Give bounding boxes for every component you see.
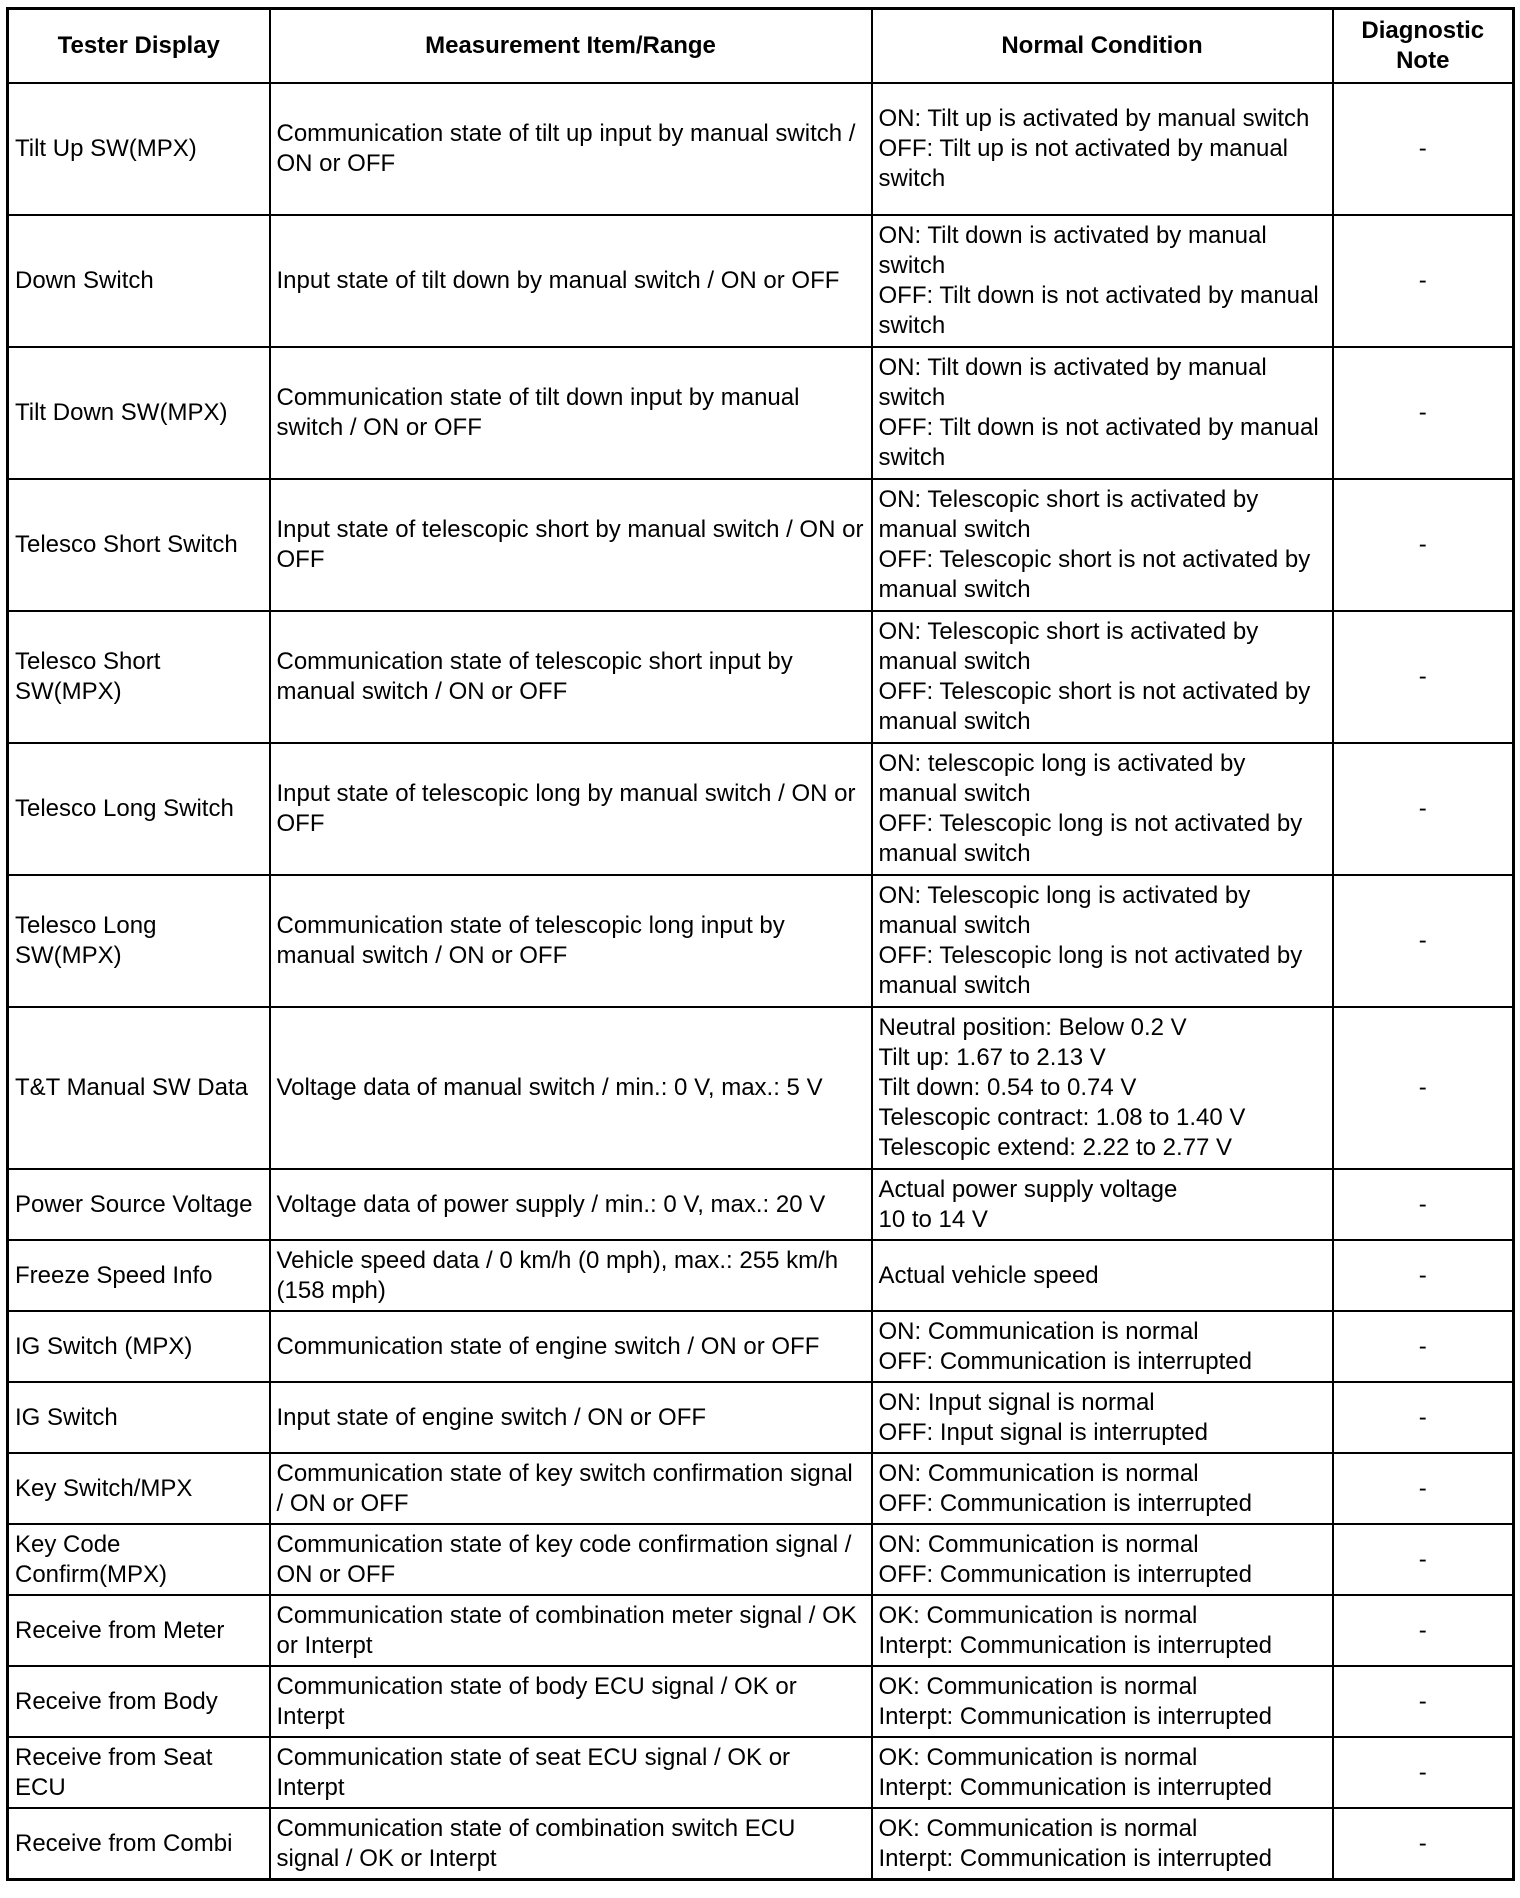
normal-condition-line: OFF: Communication is interrupted xyxy=(878,1489,1252,1517)
normal-condition-cell xyxy=(872,1808,1333,1880)
measurement-cell: Input state of telescopic short by manual switch / ON or OFF xyxy=(270,479,872,611)
table-row xyxy=(8,1240,1514,1311)
normal-condition-line: Interpt: Communication is interrupted xyxy=(878,1844,1273,1872)
normal-condition-cell xyxy=(872,1453,1333,1524)
normal-condition-line: ON: Telescopic long is activated by manual switch xyxy=(878,882,1251,939)
normal-condition-line: OFF: Tilt down is not activated by manual switch xyxy=(878,414,1319,471)
normal-condition-cell xyxy=(872,1169,1333,1240)
normal-condition-line: ON: telescopic long is activated by manual switch xyxy=(878,750,1246,807)
normal-condition-line: ON: Tilt up is activated by manual switch xyxy=(878,105,1310,132)
table-row xyxy=(8,875,1514,1007)
diagnostic-note-cell: - xyxy=(1333,347,1514,479)
tester-display-cell: Telesco Short Switch xyxy=(8,479,270,611)
normal-condition-line: 10 to 14 V xyxy=(878,1205,988,1233)
measurement-cell: Communication state of combination switch ECU signal / OK or Interpt xyxy=(270,1808,872,1880)
normal-condition-line: Tilt down: 0.54 to 0.74 V xyxy=(878,1074,1137,1101)
table-row xyxy=(8,479,1514,611)
diagnostic-note-cell: - xyxy=(1333,1808,1514,1880)
diagnostic-note-cell: - xyxy=(1333,1737,1514,1808)
normal-condition-cell xyxy=(872,83,1333,215)
diagnostic-note-cell: - xyxy=(1333,875,1514,1007)
normal-condition-line: ON: Tilt down is activated by manual switch xyxy=(878,354,1267,411)
tester-display-cell: Tilt Down SW(MPX) xyxy=(8,347,270,479)
diagnostic-note-cell: - xyxy=(1333,1007,1514,1169)
table-row xyxy=(8,1007,1514,1169)
diagnostic-note-cell: - xyxy=(1333,1169,1514,1240)
diagnostic-note-cell: - xyxy=(1333,743,1514,875)
data-list-table xyxy=(6,7,1515,1881)
tester-display-cell: Tilt Up SW(MPX) xyxy=(8,83,270,215)
normal-condition-cell xyxy=(872,1737,1333,1808)
tester-display-cell: Receive from Body xyxy=(8,1666,270,1737)
normal-condition-line: Interpt: Communication is interrupted xyxy=(878,1702,1273,1730)
normal-condition-line: OK: Communication is normal xyxy=(878,1672,1198,1700)
table-row xyxy=(8,1808,1514,1880)
normal-condition-line: ON: Tilt down is activated by manual switch xyxy=(878,222,1267,279)
header-measurement: Measurement Item/Range xyxy=(270,9,872,84)
normal-condition-line: OK: Communication is normal xyxy=(878,1601,1198,1629)
diagnostic-note-cell: - xyxy=(1333,1453,1514,1524)
measurement-cell: Input state of telescopic long by manual switch / ON or OFF xyxy=(270,743,872,875)
measurement-cell: Vehicle speed data / 0 km/h (0 mph), max.: 255 km/h (158 mph) xyxy=(270,1240,872,1311)
table-row xyxy=(8,1169,1514,1240)
tester-display-cell: Key Switch/MPX xyxy=(8,1453,270,1524)
normal-condition-line: OFF: Tilt up is not activated by manual switch xyxy=(878,135,1289,192)
diagnostic-note-cell: - xyxy=(1333,1240,1514,1311)
normal-condition-line: OFF: Communication is interrupted xyxy=(878,1347,1252,1375)
normal-condition-cell xyxy=(872,1240,1333,1311)
data-list-table-container xyxy=(6,7,1512,1881)
tester-display-cell: Key Code Confirm(MPX) xyxy=(8,1524,270,1595)
diagnostic-note-cell: - xyxy=(1333,1311,1514,1382)
measurement-cell: Communication state of telescopic long input by manual switch / ON or OFF xyxy=(270,875,872,1007)
normal-condition-line: OK: Communication is normal xyxy=(878,1814,1198,1842)
normal-condition-line: ON: Communication is normal xyxy=(878,1459,1199,1487)
table-header-row xyxy=(8,9,1514,84)
normal-condition-line: ON: Communication is normal xyxy=(878,1530,1199,1558)
diagnostic-note-cell: - xyxy=(1333,1595,1514,1666)
normal-condition-line: Tilt up: 1.67 to 2.13 V xyxy=(878,1044,1106,1071)
normal-condition-line: OFF: Telescopic short is not activated by manual switch xyxy=(878,678,1311,735)
table-row xyxy=(8,1453,1514,1524)
table-row xyxy=(8,83,1514,215)
normal-condition-cell xyxy=(872,611,1333,743)
measurement-cell: Communication state of seat ECU signal / OK or Interpt xyxy=(270,1737,872,1808)
tester-display-cell: Freeze Speed Info xyxy=(8,1240,270,1311)
table-row xyxy=(8,1524,1514,1595)
tester-display-cell: Telesco Long Switch xyxy=(8,743,270,875)
normal-condition-line: ON: Telescopic short is activated by manual switch xyxy=(878,618,1259,675)
normal-condition-cell xyxy=(872,347,1333,479)
normal-condition-line: Interpt: Communication is interrupted xyxy=(878,1631,1273,1659)
normal-condition-line: OK: Communication is normal xyxy=(878,1743,1198,1771)
tester-display-cell: Receive from Meter xyxy=(8,1595,270,1666)
measurement-cell: Voltage data of power supply / min.: 0 V, max.: 20 V xyxy=(270,1169,872,1240)
normal-condition-line: Actual vehicle speed xyxy=(878,1261,1099,1289)
normal-condition-line: ON: Communication is normal xyxy=(878,1317,1199,1345)
normal-condition-line: ON: Telescopic short is activated by manual switch xyxy=(878,486,1259,543)
header-tester-display: Tester Display xyxy=(8,9,270,84)
normal-condition-cell xyxy=(872,1311,1333,1382)
table-row xyxy=(8,1737,1514,1808)
measurement-cell: Input state of engine switch / ON or OFF xyxy=(270,1382,872,1453)
tester-display-cell: IG Switch (MPX) xyxy=(8,1311,270,1382)
normal-condition-cell xyxy=(872,1007,1333,1169)
header-normal-condition: Normal Condition xyxy=(872,9,1333,84)
tester-display-cell: Telesco Long SW(MPX) xyxy=(8,875,270,1007)
measurement-cell: Communication state of telescopic short input by manual switch / ON or OFF xyxy=(270,611,872,743)
table-row xyxy=(8,1311,1514,1382)
normal-condition-line: OFF: Tilt down is not activated by manual switch xyxy=(878,282,1319,339)
normal-condition-cell xyxy=(872,479,1333,611)
tester-display-cell: Telesco Short SW(MPX) xyxy=(8,611,270,743)
normal-condition-line: Telescopic contract: 1.08 to 1.40 V xyxy=(878,1104,1246,1131)
normal-condition-line: ON: Input signal is normal xyxy=(878,1388,1155,1416)
measurement-cell: Voltage data of manual switch / min.: 0 V, max.: 5 V xyxy=(270,1007,872,1169)
table-row xyxy=(8,611,1514,743)
normal-condition-line: OFF: Communication is interrupted xyxy=(878,1560,1252,1588)
diagnostic-note-cell: - xyxy=(1333,1382,1514,1453)
normal-condition-line: OFF: Telescopic long is not activated by manual switch xyxy=(878,810,1303,867)
measurement-cell: Communication state of body ECU signal / OK or Interpt xyxy=(270,1666,872,1737)
table-row xyxy=(8,1382,1514,1453)
tester-display-cell: Receive from Combi xyxy=(8,1808,270,1880)
normal-condition-line: OFF: Telescopic short is not activated by manual switch xyxy=(878,546,1311,603)
normal-condition-cell xyxy=(872,1595,1333,1666)
normal-condition-cell xyxy=(872,875,1333,1007)
tester-display-cell: Receive from Seat ECU xyxy=(8,1737,270,1808)
diagnostic-note-cell: - xyxy=(1333,1524,1514,1595)
normal-condition-cell xyxy=(872,1382,1333,1453)
normal-condition-cell xyxy=(872,1666,1333,1737)
header-diagnostic-note: Diagnostic Note xyxy=(1333,9,1514,84)
measurement-cell: Communication state of engine switch / ON or OFF xyxy=(270,1311,872,1382)
tester-display-cell: Down Switch xyxy=(8,215,270,347)
diagnostic-note-cell: - xyxy=(1333,611,1514,743)
table-row xyxy=(8,1666,1514,1737)
normal-condition-cell xyxy=(872,1524,1333,1595)
diagnostic-note-cell: - xyxy=(1333,1666,1514,1737)
table-row xyxy=(8,1595,1514,1666)
tester-display-cell: T&T Manual SW Data xyxy=(8,1007,270,1169)
normal-condition-line: Neutral position: Below 0.2 V xyxy=(878,1014,1187,1041)
tester-display-cell: IG Switch xyxy=(8,1382,270,1453)
normal-condition-line: OFF: Telescopic long is not activated by manual switch xyxy=(878,942,1303,999)
measurement-cell: Communication state of combination meter signal / OK or Interpt xyxy=(270,1595,872,1666)
normal-condition-line: Telescopic extend: 2.22 to 2.77 V xyxy=(878,1134,1233,1161)
diagnostic-note-cell: - xyxy=(1333,83,1514,215)
normal-condition-line: Interpt: Communication is interrupted xyxy=(878,1773,1273,1801)
normal-condition-cell xyxy=(872,215,1333,347)
diagnostic-note-cell: - xyxy=(1333,479,1514,611)
measurement-cell: Communication state of tilt up input by manual switch / ON or OFF xyxy=(270,83,872,215)
normal-condition-line: OFF: Input signal is interrupted xyxy=(878,1418,1208,1446)
table-row xyxy=(8,215,1514,347)
measurement-cell: Communication state of tilt down input by manual switch / ON or OFF xyxy=(270,347,872,479)
measurement-cell: Communication state of key switch confirmation signal / ON or OFF xyxy=(270,1453,872,1524)
normal-condition-line: Actual power supply voltage xyxy=(878,1175,1178,1203)
table-row xyxy=(8,347,1514,479)
tester-display-cell: Power Source Voltage xyxy=(8,1169,270,1240)
measurement-cell: Input state of tilt down by manual switch / ON or OFF xyxy=(270,215,872,347)
diagnostic-note-cell: - xyxy=(1333,215,1514,347)
measurement-cell: Communication state of key code confirmation signal / ON or OFF xyxy=(270,1524,872,1595)
normal-condition-cell xyxy=(872,743,1333,875)
table-row xyxy=(8,743,1514,875)
